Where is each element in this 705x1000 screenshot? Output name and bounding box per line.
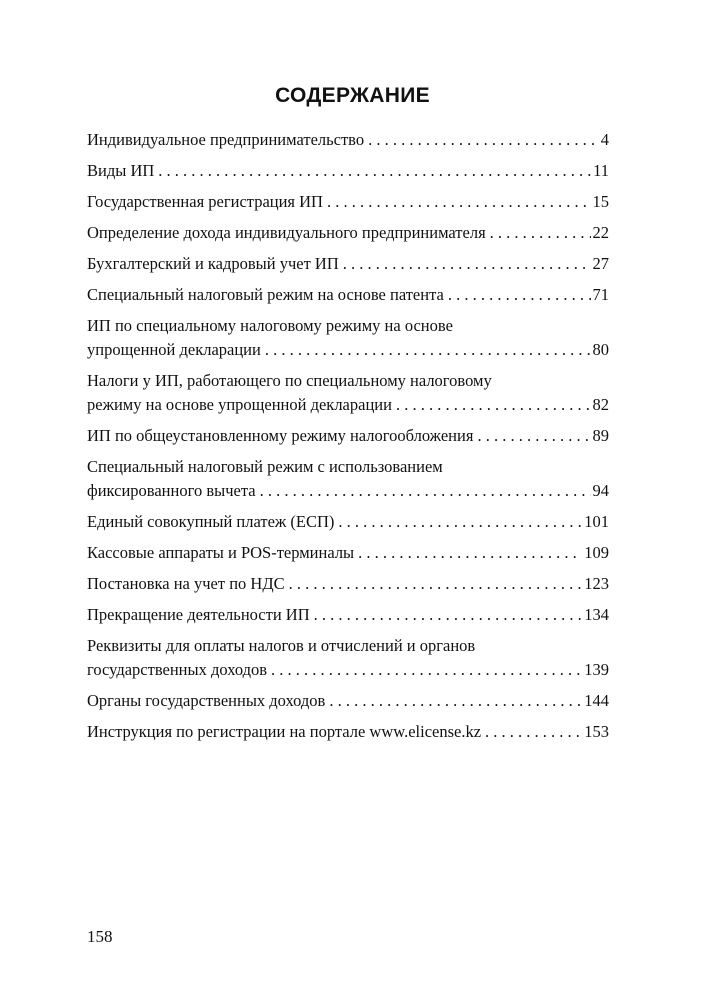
toc-entry-page-number: 89	[592, 426, 609, 445]
toc-entry-page-number: 144	[584, 691, 609, 710]
dot-leader	[477, 424, 590, 448]
toc-entry	[87, 369, 609, 417]
toc-entry-title-line: Государственная регистрация ИП	[87, 192, 323, 211]
toc-entry-page-number: 80	[592, 340, 609, 359]
toc-entry-title-line: Специальный налоговый режим на основе патента	[87, 285, 444, 304]
toc-entry-page-number: 71	[592, 285, 609, 304]
toc-entry	[87, 541, 609, 565]
toc-entry-title-line: Прекращение деятельности ИП	[87, 605, 310, 624]
dot-leader	[158, 159, 591, 183]
toc-entry-title-line: Реквизиты для оплаты налогов и отчислений и органов	[87, 636, 476, 655]
toc-entry-page-number: 94	[592, 481, 609, 500]
toc-entry-title-line: упрощенной декларации	[87, 340, 261, 359]
toc-entry-page-number: 123	[584, 574, 609, 593]
toc-entry-title-line: Кассовые аппараты и POS-терминалы	[87, 543, 355, 562]
dot-leader	[358, 541, 582, 565]
dot-leader	[343, 252, 591, 276]
toc-entry-page-number: 139	[584, 660, 609, 679]
toc-entry-page-number: 11	[593, 161, 609, 180]
toc-entry-page-number: 134	[584, 605, 609, 624]
toc-entry-title-line: режиму на основе упрощенной декларации	[87, 395, 392, 414]
dot-leader	[314, 603, 583, 627]
toc-entry	[87, 424, 609, 448]
toc-entry	[87, 252, 609, 276]
toc-entry	[87, 634, 609, 682]
toc-entry-title-line: фиксированного вычета	[87, 481, 256, 500]
page-title: СОДЕРЖАНИЕ	[275, 84, 430, 107]
toc-entry-title-line: Определение дохода индивидуального предпринимателя	[87, 223, 486, 242]
dot-leader	[396, 393, 591, 417]
dot-leader	[490, 221, 591, 245]
toc-entry-title-line: Единый совокупный платеж (ЕСП)	[87, 512, 335, 531]
toc-entry	[87, 689, 609, 713]
toc-entry-page-number: 4	[600, 130, 609, 149]
toc-entry	[87, 455, 609, 503]
dot-leader	[485, 720, 582, 744]
toc-entry-title-line: государственных доходов	[87, 660, 268, 679]
dot-leader	[329, 689, 582, 713]
toc-entry	[87, 572, 609, 596]
toc-entry-page-number: 153	[584, 722, 609, 741]
toc-entry-page-number: 27	[592, 254, 609, 273]
toc-entry-title-line: Постановка на учет по НДС	[87, 574, 285, 593]
dot-leader	[338, 510, 582, 534]
dot-leader	[265, 338, 591, 362]
toc-entry-title-line: ИП по общеустановленному режиму налогообложения	[87, 426, 474, 445]
toc-entry	[87, 283, 609, 307]
toc-entry-title-line: Специальный налоговый режим с использованием	[87, 457, 443, 476]
toc-entry-title-line: Виды ИП	[87, 161, 155, 180]
dot-leader	[448, 283, 591, 307]
toc-entry-title-line: Бухгалтерский и кадровый учет ИП	[87, 254, 339, 273]
page-number: 158	[87, 927, 113, 946]
toc-entry-title-line: Инструкция по регистрации на портале www.elicense.kz	[87, 722, 482, 741]
toc-entry-title-line: Органы государственных доходов	[87, 691, 326, 710]
toc-entry-title-line: ИП по специальному налоговому режиму на основе	[87, 316, 453, 335]
dot-leader	[289, 572, 583, 596]
toc-entry-page-number: 101	[584, 512, 609, 531]
dot-leader	[271, 658, 582, 682]
table-of-contents	[87, 128, 609, 751]
dot-leader	[327, 190, 591, 214]
toc-entry-title-line: Налоги у ИП, работающего по специальному налоговому	[87, 371, 492, 390]
toc-entry-title-line: Индивидуальное предпринимательство	[87, 130, 365, 149]
toc-entry	[87, 510, 609, 534]
toc-entry	[87, 190, 609, 214]
toc-entry-page-number: 109	[584, 543, 609, 562]
toc-entry	[87, 720, 609, 744]
toc-entry	[87, 603, 609, 627]
toc-entry	[87, 314, 609, 362]
toc-entry	[87, 128, 609, 152]
dot-leader	[260, 479, 591, 503]
dot-leader	[368, 128, 599, 152]
toc-entry-page-number: 82	[592, 395, 609, 414]
toc-entry	[87, 159, 609, 183]
toc-entry-page-number: 22	[592, 223, 609, 242]
toc-entry-page-number: 15	[592, 192, 609, 211]
toc-entry	[87, 221, 609, 245]
